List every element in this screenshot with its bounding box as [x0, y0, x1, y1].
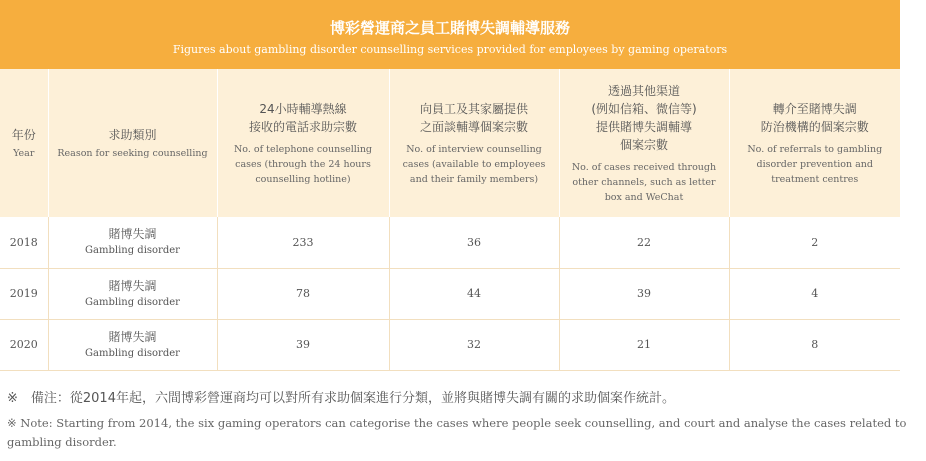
cell-other: 39	[559, 268, 729, 319]
cell-interview: 44	[389, 268, 559, 319]
footnote-en: ※ Note: Starting from 2014, the six gaming operators can categorise the cases where people seek counselling, and court and analyse the cases related to gambling disorder.	[7, 416, 907, 449]
header-hotline	[217, 69, 389, 217]
cell-reason	[48, 319, 217, 370]
header-referrals-en: No. of referrals to gambling disorder prevention and treatment centres	[747, 143, 883, 185]
cell-interview: 36	[389, 217, 559, 268]
cell-referrals: 8	[729, 319, 900, 370]
footnote-zh: ※ 備注：從2014年起，六間博彩營運商均可以對所有求助個案進行分類，並將與賭博失調有關的求助個案作統計。	[7, 391, 675, 406]
cell-reason-zh: 賭博失調	[108, 227, 157, 242]
cell-reason-zh: 賭博失調	[108, 329, 157, 344]
cell-reason-en: Gambling disorder	[85, 347, 180, 359]
header-interview-zh: 向員工及其家屬提供 之面談輔導個案宗數	[419, 101, 528, 134]
header-year-en: Year	[13, 147, 35, 159]
cell-year: 2020	[0, 319, 48, 370]
header-other-zh: 透過其他渠道 (例如信箱、微信等) 提供賭博失調輔導 個案宗數	[591, 83, 697, 152]
header-other-en: No. of cases received through other channels, such as letter box and WeChat	[571, 161, 717, 203]
cell-reason	[48, 268, 217, 319]
cell-reason-zh: 賭博失調	[108, 278, 157, 293]
cell-referrals: 4	[729, 268, 900, 319]
header-reason-en: Reason for seeking counselling	[57, 147, 208, 159]
header-interview	[389, 69, 559, 217]
header-year-zh: 年份	[11, 127, 36, 142]
table-title-banner	[0, 0, 900, 69]
cell-other: 22	[559, 217, 729, 268]
header-interview-en: No. of interview counselling cases (available to employees and their family members)	[402, 143, 546, 185]
cell-year: 2018	[0, 217, 48, 268]
cell-other: 21	[559, 319, 729, 370]
header-hotline-zh: 24小時輔導熱線 接收的電話求助宗數	[248, 101, 357, 134]
cell-hotline: 39	[217, 319, 389, 370]
cell-reason-en: Gambling disorder	[85, 245, 180, 257]
title-en: Figures about gambling disorder counselling services provided for employees by gaming operators	[172, 43, 728, 56]
table-row	[0, 268, 900, 319]
cell-reason	[48, 217, 217, 268]
footnote	[7, 389, 907, 452]
header-referrals	[729, 69, 900, 217]
counselling-table	[0, 69, 900, 371]
header-reason	[48, 69, 217, 217]
cell-interview: 32	[389, 319, 559, 370]
header-year	[0, 69, 48, 217]
header-referrals-zh: 轉介至賭博失調 防治機構的個案宗數	[760, 101, 869, 134]
title-zh: 博彩營運商之員工賭博失調輔導服務	[329, 19, 570, 37]
header-other-channels	[559, 69, 729, 217]
header-row	[0, 69, 900, 217]
cell-reason-en: Gambling disorder	[85, 296, 180, 308]
header-reason-zh: 求助類別	[108, 127, 157, 142]
table-row	[0, 217, 900, 268]
header-hotline-en: No. of telephone counselling cases (through the 24 hours counselling hotline)	[233, 143, 373, 185]
cell-referrals: 2	[729, 217, 900, 268]
cell-hotline: 233	[217, 217, 389, 268]
cell-hotline: 78	[217, 268, 389, 319]
cell-year: 2019	[0, 268, 48, 319]
table-row	[0, 319, 900, 370]
